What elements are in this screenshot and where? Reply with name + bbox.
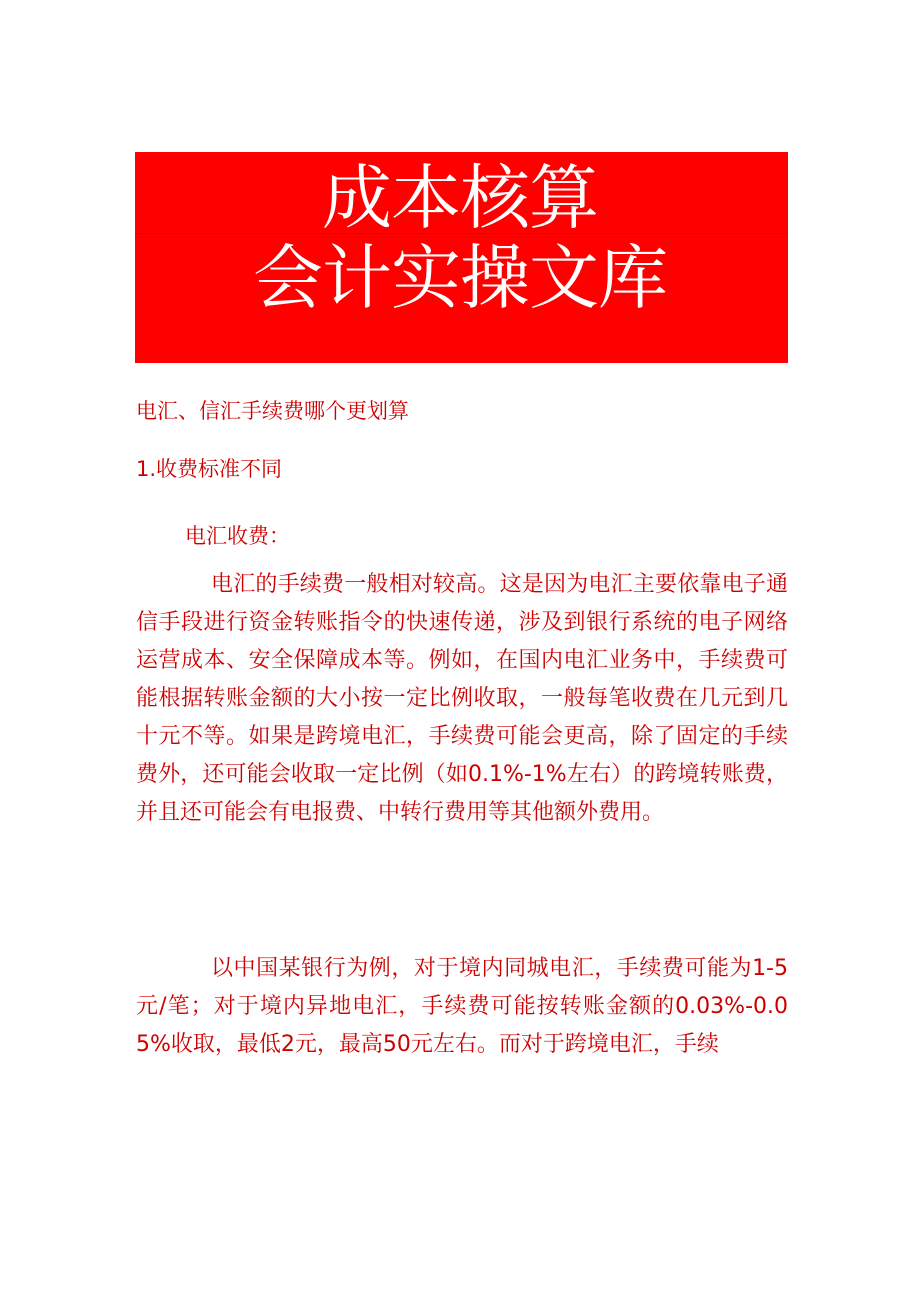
body-paragraph-2: 以中国某银行为例，对于境内同城电汇，手续费可能为1-5元/笔；对于境内异地电汇，手续费可能按转账金额的0.03%-0.05%收取，最低2元，最高50元左右。而对于跨境电汇，手续 xyxy=(136,956,788,1057)
body-paragraph-1: 电汇的手续费一般相对较高。这是因为电汇主要依靠电子通信手段进行资金转账指令的快速传递，涉及到银行系统的电子网络运营成本、安全保障成本等。例如，在国内电汇业务中，手续费可能根据转账金额的大小按一定比例收取，一般每笔收费在几元到几十元不等。如果是跨境电汇，手续费可能会更高，除了固定的手续费外，还可能会收取一定比例（如0.1%-1%左右）的跨境转账费，并且还可能会有电报费、中转行费用等其他额外费用。 xyxy=(136,572,788,825)
banner-title-line1: 成本核算 xyxy=(322,157,598,239)
section-heading: 1.收费标准不同 xyxy=(136,457,283,481)
article-title: 电汇、信汇手续费哪个更划算 xyxy=(136,399,409,423)
wire-fee-label: 电汇收费： xyxy=(185,524,290,548)
banner-title-line2: 会计实操文库 xyxy=(253,237,667,319)
